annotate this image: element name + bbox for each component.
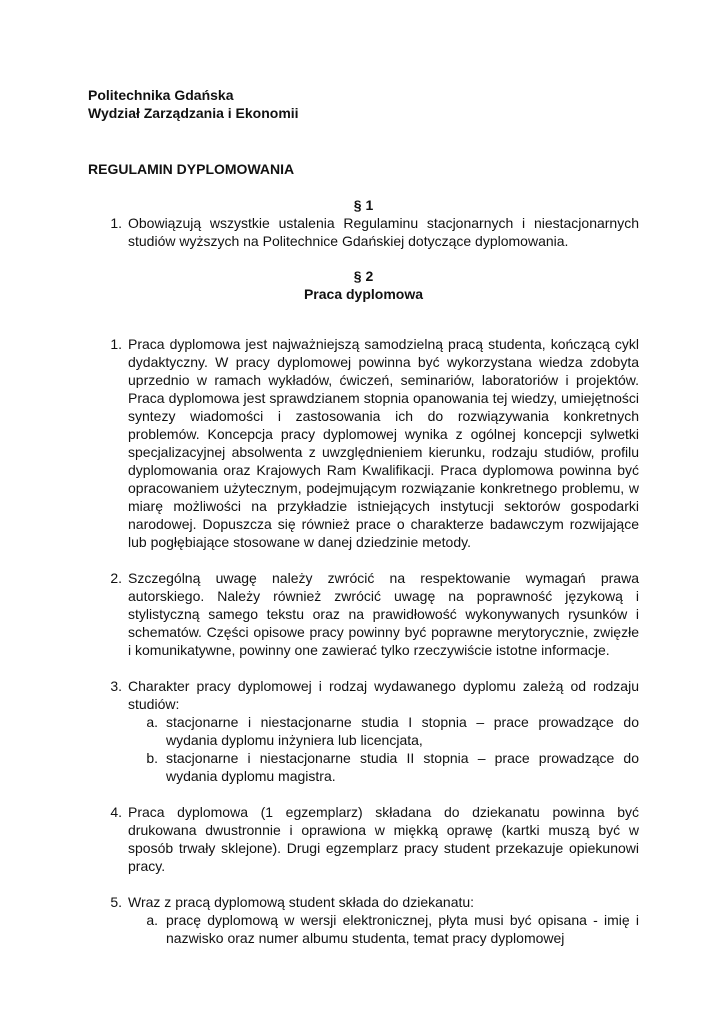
list-text: Charakter pracy dyplomowej i rodzaj wydawanego dyplomu zależą od rodzaju studiów: xyxy=(128,678,639,712)
section-2-heading: § 2 xyxy=(353,268,374,284)
document-title: REGULAMIN DYPLOMOWANIA xyxy=(88,161,295,177)
document-header xyxy=(88,86,639,122)
list-number: 2. xyxy=(110,570,122,586)
sublist-text: stacjonarne i niestacjonarne studia I stopnia – prace prowadzące do wydania dyplomu inżyniera lub licencjata, xyxy=(166,714,639,748)
list-text: Wraz z pracą dyplomową student składa do dziekanatu: xyxy=(128,894,475,910)
list-text: Praca dyplomowa jest najważniejszą samodzielną pracą studenta, kończącą cykl dydaktyczny. W pracy dyplomowej powinna być wykorzystana wiedza zdobyta uprzednio w ramach wykładów, ćwiczeń, seminariów, laboratoriów i projektów. Praca dyplomowa jest sprawdzianem stopnia opanowania tej wiedzy, umiejętności syntezy wiadomości i zastosowania ich do rozwiązywania konkretnych problemów. Koncepcja pracy dyplomowej wynika z ogólnej koncepcji sylwetki specjalizacyjnej absolwenta z uwzględnieniem kierunku, rodzaju studiów, profilu dyplomowania oraz Krajowych Ram Kwalifikacji. Praca dyplomowa powinna być opracowaniem użytecznym, podejmującym rozwiązanie konkretnego problemu, w miarę możliwości na przykładzie istniejących instytucji sektorów gospodarki narodowej. Dopuszcza się również prace o charakterze badawczym rozwijające lub pogłębiające stosowane w danej dziedzinie metody. xyxy=(128,336,639,550)
section-2-subheading: Praca dyplomowa xyxy=(303,286,424,302)
section-2-item-2 xyxy=(88,569,639,659)
section-2-item-3-subitem-a xyxy=(88,713,639,749)
list-number: 1. xyxy=(110,215,122,231)
section-1-heading: § 1 xyxy=(353,197,374,213)
list-text: Szczególną uwagę należy zwrócić na respektowanie wymagań prawa autorskiego. Należy również zwrócić uwagę na poprawność językową i stylistyczną samego tekstu oraz na prawidłowość wykonywanych rysunków i schematów. Części opisowe pracy powinny być poprawne merytorycznie, zwięzłe i komunikatywne, powinny one zawierać tylko rzeczywiście istotne informacje. xyxy=(128,570,639,658)
list-number: 5. xyxy=(110,894,122,910)
list-text: Obowiązują wszystkie ustalenia Regulaminu stacjonarnych i niestacjonarnych studiów wyższych na Politechnice Gdańskiej dotyczące dyplomowania. xyxy=(128,215,639,249)
sublist-letter: a. xyxy=(146,714,158,730)
sublist-text: pracę dyplomową w wersji elektronicznej, płyta musi być opisana - imię i nazwisko oraz numer albumu studenta, temat pracy dyplomowej xyxy=(166,912,639,946)
sublist-letter: a. xyxy=(146,912,158,928)
institution-name: Politechnika Gdańska xyxy=(88,87,234,103)
list-text: Praca dyplomowa (1 egzemplarz) składana do dziekanatu powinna być drukowana dwustronnie i oprawiona w miękką oprawę (kartki muszą być w sposób trwały sklejone). Drugi egzemplarz pracy student przekazuje opiekunowi pracy. xyxy=(128,804,639,874)
list-number: 4. xyxy=(110,804,122,820)
faculty-name: Wydział Zarządzania i Ekonomii xyxy=(88,105,299,121)
list-number: 3. xyxy=(110,678,122,694)
section-2-item-3 xyxy=(88,677,639,713)
list-number: 1. xyxy=(110,336,122,352)
sublist-text: stacjonarne i niestacjonarne studia II stopnia – prace prowadzące do wydania dyplomu magistra. xyxy=(166,750,639,784)
section-2-item-4 xyxy=(88,803,639,875)
section-1-item-1 xyxy=(88,214,639,250)
section-2-item-1 xyxy=(88,335,639,551)
section-2-item-5-subitem-a xyxy=(88,911,639,947)
section-2-item-3-subitem-b xyxy=(88,749,639,785)
section-2-item-5 xyxy=(88,893,639,911)
sublist-letter: b. xyxy=(146,750,158,766)
